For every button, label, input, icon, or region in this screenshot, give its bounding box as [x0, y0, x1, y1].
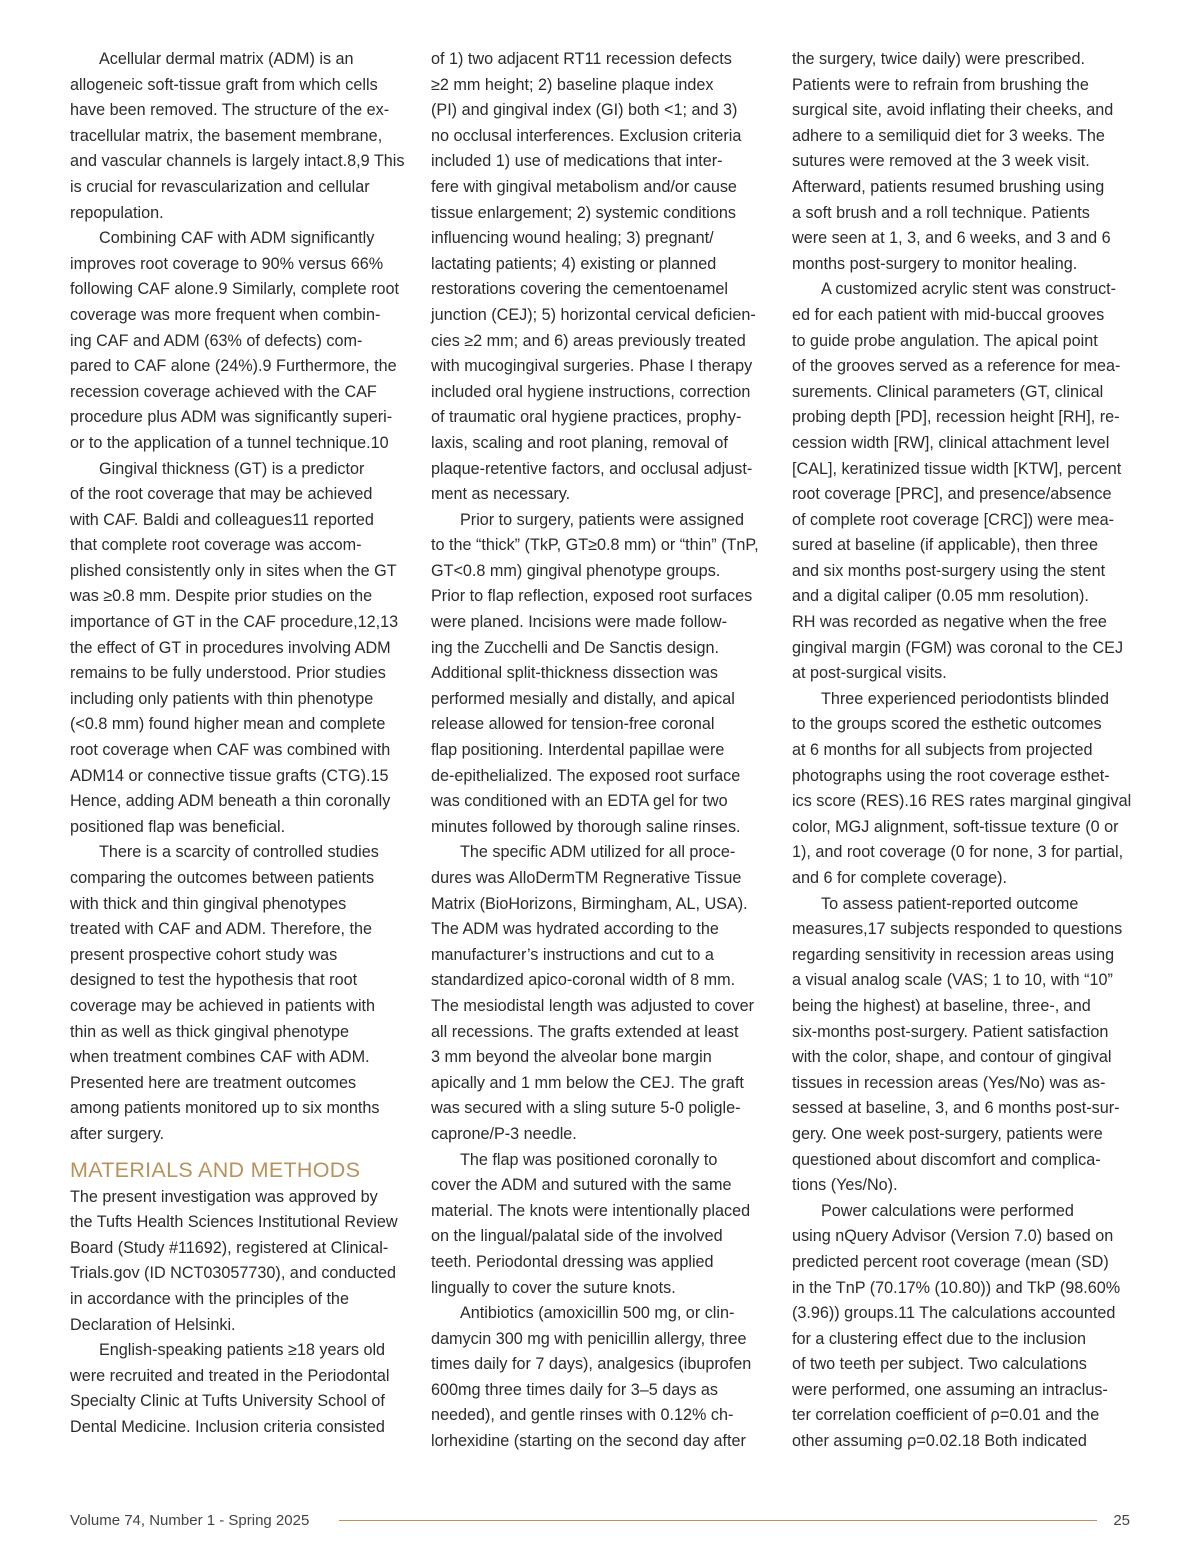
text-line: all recessions. The grafts extended at least [431, 1022, 739, 1041]
text-line: and a digital caliper (0.05 mm resolution). [792, 587, 1089, 606]
footer-rule [339, 1520, 1097, 1521]
text-line: de-epithelialized. The exposed root surface [431, 766, 741, 785]
column-right [792, 47, 1132, 1455]
text-line: in the TnP (70.17% (10.80)) and TkP (98.60% [792, 1278, 1121, 1297]
text-line: or to the application of a tunnel technique.10 [70, 433, 389, 452]
text-line: including only patients with thin phenotype [70, 689, 374, 708]
text-line: no occlusal interferences. Exclusion criteria [431, 126, 742, 145]
text-line: six-months post-surgery. Patient satisfaction [792, 1022, 1109, 1041]
text-line: of two teeth per subject. Two calculations [792, 1355, 1087, 1374]
text-line: material. The knots were intentionally placed [431, 1201, 751, 1220]
text-line: tissues in recession areas (Yes/No) was as- [792, 1073, 1106, 1092]
text-line: Power calculations were performed [821, 1201, 1074, 1220]
text-line: performed mesially and distally, and apical [431, 689, 735, 708]
text-line: ≥2 mm height; 2) baseline plaque index [431, 75, 714, 94]
text-line: RH was recorded as negative when the free [792, 613, 1107, 632]
text-line: ing the Zucchelli and De Sanctis design. [431, 638, 719, 657]
text-line: of complete root coverage [CRC]) were mea- [792, 510, 1115, 529]
paragraph [431, 1148, 771, 1302]
text-line: Additional split-thickness dissection was [431, 664, 719, 683]
text-line: photographs using the root coverage esthet- [792, 766, 1110, 785]
text-line: color, MGJ alignment, soft-tissue texture (0 or [792, 817, 1119, 836]
paragraph [70, 1185, 410, 1339]
text-line: a visual analog scale (VAS; 1 to 10, with “10” [792, 971, 1113, 990]
text-line: and 6 for complete coverage). [792, 869, 1008, 887]
text-line: The mesiodistal length was adjusted to cover [431, 996, 755, 1015]
paragraph [70, 1338, 410, 1440]
text-line: 1), and root coverage (0 for none, 3 for partial, [792, 843, 1124, 862]
text-line: with the color, shape, and contour of gingival [792, 1048, 1112, 1067]
text-line: dures was AlloDermTM Regnerative Tissue [431, 869, 742, 887]
text-line: of 1) two adjacent RT11 recession defects [431, 50, 732, 68]
text-line: damycin 300 mg with penicillin allergy, three [431, 1329, 747, 1348]
text-line: with CAF. Baldi and colleagues11 reported [70, 510, 374, 529]
text-line: using nQuery Advisor (Version 7.0) based on [792, 1227, 1114, 1246]
text-line: at 6 months for all subjects from projected [792, 741, 1093, 760]
text-line: predicted percent root coverage (mean (SD) [792, 1252, 1109, 1271]
text-line: ed for each patient with mid-buccal grooves [792, 305, 1105, 324]
text-line: sutures were removed at the 3 week visit. [792, 152, 1090, 171]
text-line: questioned about discomfort and complica- [792, 1150, 1101, 1169]
text-line: measures,17 subjects responded to questions [792, 920, 1123, 939]
text-line: to guide probe angulation. The apical point [792, 331, 1098, 350]
text-line: Combining CAF with ADM significantly [99, 229, 375, 248]
text-line: times daily for 7 days), analgesics (ibuprofen [431, 1355, 752, 1374]
text-line: comparing the outcomes between patients [70, 869, 375, 887]
text-line: adhere to a semiliquid diet for 3 weeks. The [792, 126, 1105, 145]
text-line: A customized acrylic stent was construct- [821, 280, 1117, 299]
text-line: Board (Study #11692), registered at Clinical- [70, 1238, 389, 1257]
text-line: lingually to cover the suture knots. [431, 1278, 676, 1297]
text-line: was ≥0.8 mm. Despite prior studies on the [70, 587, 373, 606]
text-line: among patients monitored up to six months [70, 1099, 380, 1118]
column-left [70, 47, 410, 1440]
text-line: teeth. Periodontal dressing was applied [431, 1252, 714, 1271]
text-line: is crucial for revascularization and cellular [70, 177, 370, 196]
text-line: (PI) and gingival index (GI) both <1; and 3) [431, 101, 738, 120]
section-heading [70, 1157, 410, 1183]
text-line: There is a scarcity of controlled studies [99, 843, 379, 862]
text-line: cession width [RW], clinical attachment level [792, 433, 1110, 452]
text-line: ADM14 or connective tissue grafts (CTG).15 [70, 766, 389, 785]
text-line: Matrix (BioHorizons, Birmingham, AL, USA). [431, 894, 748, 913]
text-line: gery. One week post-surgery, patients were [792, 1124, 1103, 1143]
text-line: restorations covering the cementoenamel [431, 280, 728, 299]
text-line: GT<0.8 mm) gingival phenotype groups. [431, 561, 721, 580]
text-line: [CAL], keratinized tissue width [KTW], percent [792, 459, 1122, 478]
text-line: Antibiotics (amoxicillin 500 mg, or clin- [460, 1304, 735, 1323]
text-line: tissue enlargement; 2) systemic conditions [431, 203, 737, 222]
text-line: Three experienced periodontists blinded [821, 689, 1109, 708]
text-line: Acellular dermal matrix (ADM) is an [99, 50, 354, 68]
text-line: remains to be fully understood. Prior studies [70, 664, 386, 683]
text-line: other assuming ρ=0.02.18 Both indicated [792, 1432, 1087, 1451]
text-line: plaque-retentive factors, and occlusal adjust- [431, 459, 753, 478]
text-line: ics score (RES).16 RES rates marginal gingival [792, 792, 1132, 811]
text-line: treated with CAF and ADM. Therefore, the [70, 920, 373, 939]
text-line: caprone/P-3 needle. [431, 1124, 577, 1143]
text-line: The specific ADM utilized for all proce- [460, 843, 736, 862]
text-line: Trials.gov (ID NCT03057730), and conducted [70, 1264, 397, 1283]
text-line: were seen at 1, 3, and 6 weeks, and 3 and 6 [792, 229, 1111, 248]
text-line: probing depth [PD], recession height [RH], re- [792, 408, 1120, 427]
text-line: fere with gingival metabolism and/or cause [431, 177, 737, 196]
text-line: surements. Clinical parameters (GT, clinical [792, 382, 1104, 401]
paragraph [792, 892, 1132, 1199]
text-line: gingival margin (FGM) was coronal to the CEJ [792, 638, 1124, 657]
text-line: with mucogingival surgeries. Phase I therapy [431, 357, 753, 376]
text-line: apically and 1 mm below the CEJ. The graft [431, 1073, 744, 1092]
text-line: Gingival thickness (GT) is a predictor [99, 459, 365, 478]
text-line: positioned flap was beneficial. [70, 817, 286, 836]
text-line: (3.96)) groups.11 The calculations accounted [792, 1304, 1116, 1323]
text-line: pared to CAF alone (24%).9 Furthermore, the [70, 357, 397, 376]
text-line: ter correlation coefficient of ρ=0.01 and the [792, 1406, 1100, 1425]
text-line: present prospective cohort study was [70, 945, 338, 964]
text-line: were planed. Incisions were made follow- [431, 613, 728, 632]
text-line: cover the ADM and sutured with the same [431, 1176, 732, 1195]
text-line: Prior to flap reflection, exposed root surfaces [431, 587, 753, 606]
text-line: and vascular channels is largely intact.8,9 This [70, 152, 405, 171]
text-line: after surgery. [70, 1124, 165, 1143]
text-line: recession coverage achieved with the CAF [70, 382, 377, 401]
text-line: included 1) use of medications that inter- [431, 152, 723, 171]
text-line: procedure plus ADM was significantly superi- [70, 408, 393, 427]
text-line: ing CAF and ADM (63% of defects) com- [70, 331, 363, 350]
text-line: standardized apico-coronal width of 8 mm. [431, 971, 736, 990]
text-line: and six months post-surgery using the stent [792, 561, 1106, 580]
text-line: at post-surgical visits. [792, 664, 947, 683]
text-line: 600mg three times daily for 3–5 days as [431, 1380, 719, 1399]
page-number: 25 [1113, 1511, 1130, 1529]
text-line: sessed at baseline, 3, and 6 months post-sur- [792, 1099, 1120, 1118]
text-line: plished consistently only in sites when the GT [70, 561, 397, 580]
text-line: Patients were to refrain from brushing the [792, 75, 1089, 94]
text-line: release allowed for tension-free coronal [431, 715, 715, 734]
text-line: flap positioning. Interdental papillae were [431, 741, 725, 760]
paragraph [431, 1301, 771, 1455]
text-line: the effect of GT in procedures involving ADM [70, 638, 391, 657]
text-line: To assess patient-reported outcome [821, 894, 1079, 913]
page-footer [70, 1508, 1130, 1532]
paragraph [431, 840, 771, 1147]
text-line: laxis, scaling and root planing, removal of [431, 433, 728, 452]
text-line: 3 mm beyond the alveolar bone margin [431, 1048, 712, 1067]
text-line: were recruited and treated in the Periodontal [70, 1366, 390, 1385]
text-line: cies ≥2 mm; and 6) areas previously treated [431, 331, 746, 350]
text-line: tions (Yes/No). [792, 1176, 898, 1195]
text-line: on the lingual/palatal side of the involved [431, 1227, 723, 1246]
text-line: junction (CEJ); 5) horizontal cervical deficien- [431, 305, 756, 324]
text-line: influencing wound healing; 3) pregnant/ [431, 229, 714, 248]
paragraph [70, 457, 410, 841]
paragraph [70, 840, 410, 1147]
text-line: Prior to surgery, patients were assigned [460, 510, 745, 529]
paragraph [792, 277, 1132, 687]
text-line: the Tufts Health Sciences Institutional Review [70, 1213, 398, 1232]
text-line: a soft brush and a roll technique. Patients [792, 203, 1090, 222]
text-line: thin as well as thick gingival phenotype [70, 1022, 349, 1041]
text-line: in accordance with the principles of the [70, 1289, 349, 1308]
text-line: lactating patients; 4) existing or planned [431, 254, 717, 273]
footer-issue: Volume 74, Number 1 - Spring 2025 [70, 1511, 310, 1529]
text-line: Afterward, patients resumed brushing using [792, 177, 1105, 196]
paragraph [431, 508, 771, 841]
text-line: months post-surgery to monitor healing. [792, 254, 1078, 273]
text-line: allogeneic soft-tissue graft from which cells [70, 75, 378, 94]
text-line: The ADM was hydrated according to the [431, 920, 719, 939]
text-line: Dental Medicine. Inclusion criteria consisted [70, 1417, 385, 1436]
text-line: that complete root coverage was accom- [70, 536, 362, 555]
text-line: Hence, adding ADM beneath a thin coronally [70, 792, 391, 811]
text-line: repopulation. [70, 203, 164, 222]
text-line: The present investigation was approved by [70, 1187, 378, 1206]
text-line: manufacturer’s instructions and cut to a [431, 945, 714, 964]
text-line: were performed, one assuming an intraclus- [792, 1380, 1108, 1399]
text-line: when treatment combines CAF with ADM. [70, 1048, 370, 1067]
text-line: coverage may be achieved in patients with [70, 996, 376, 1015]
text-line: Specialty Clinic at Tufts University School of [70, 1392, 385, 1411]
text-line: of traumatic oral hygiene practices, prophy- [431, 408, 742, 427]
text-line: included oral hygiene instructions, correction [431, 382, 751, 401]
text-line: with thick and thin gingival phenotypes [70, 894, 347, 913]
text-line: for a clustering effect due to the inclusion [792, 1329, 1086, 1348]
text-line: to the “thick” (TkP, GT≥0.8 mm) or “thin” (TnP, [431, 536, 759, 555]
paragraph [431, 47, 771, 508]
text-line: Declaration of Helsinki. [70, 1315, 236, 1334]
text-line: have been removed. The structure of the ex- [70, 101, 390, 120]
text-line: surgical site, avoid inflating their cheeks, and [792, 101, 1114, 120]
text-line: designed to test the hypothesis that root [70, 971, 358, 990]
paragraph [792, 1199, 1132, 1455]
text-line: minutes followed by thorough saline rinses. [431, 817, 741, 836]
text-line: tracellular matrix, the basement membrane, [70, 126, 383, 145]
column-middle [431, 47, 771, 1455]
heading-text: MATERIALS AND METHODS [70, 1157, 361, 1182]
text-line: ment as necessary. [431, 485, 571, 504]
text-line: to the groups scored the esthetic outcomes [792, 715, 1102, 734]
text-line: (<0.8 mm) found higher mean and complete [70, 715, 386, 734]
text-line: sured at baseline (if applicable), then three [792, 536, 1098, 555]
text-line: needed), and gentle rinses with 0.12% ch- [431, 1406, 734, 1425]
text-line: root coverage [PRC], and presence/absence [792, 485, 1112, 504]
text-line: lorhexidine (starting on the second day after [431, 1432, 746, 1451]
text-line: of the root coverage that may be achieved [70, 485, 373, 504]
text-line: was conditioned with an EDTA gel for two [431, 792, 728, 811]
text-line: regarding sensitivity in recession areas using [792, 945, 1115, 964]
text-line: root coverage when CAF was combined with [70, 741, 391, 760]
text-line: improves root coverage to 90% versus 66% [70, 254, 384, 273]
text-line: coverage was more frequent when combin- [70, 305, 381, 324]
paragraph [792, 687, 1132, 892]
text-line: the surgery, twice daily) were prescribed. [792, 50, 1085, 68]
text-line: was secured with a sling suture 5-0 poligle- [431, 1099, 741, 1118]
text-line: Presented here are treatment outcomes [70, 1073, 357, 1092]
paragraph [70, 47, 410, 226]
text-line: English-speaking patients ≥18 years old [99, 1341, 386, 1360]
text-line: being the highest) at baseline, three-, and [792, 996, 1091, 1015]
text-line: The flap was positioned coronally to [460, 1150, 718, 1169]
text-line: of the grooves served as a reference for mea- [792, 357, 1121, 376]
paragraph [70, 226, 410, 456]
text-line: importance of GT in the CAF procedure,12,13 [70, 613, 399, 632]
paragraph [792, 47, 1132, 277]
text-line: following CAF alone.9 Similarly, complete root [70, 280, 399, 299]
